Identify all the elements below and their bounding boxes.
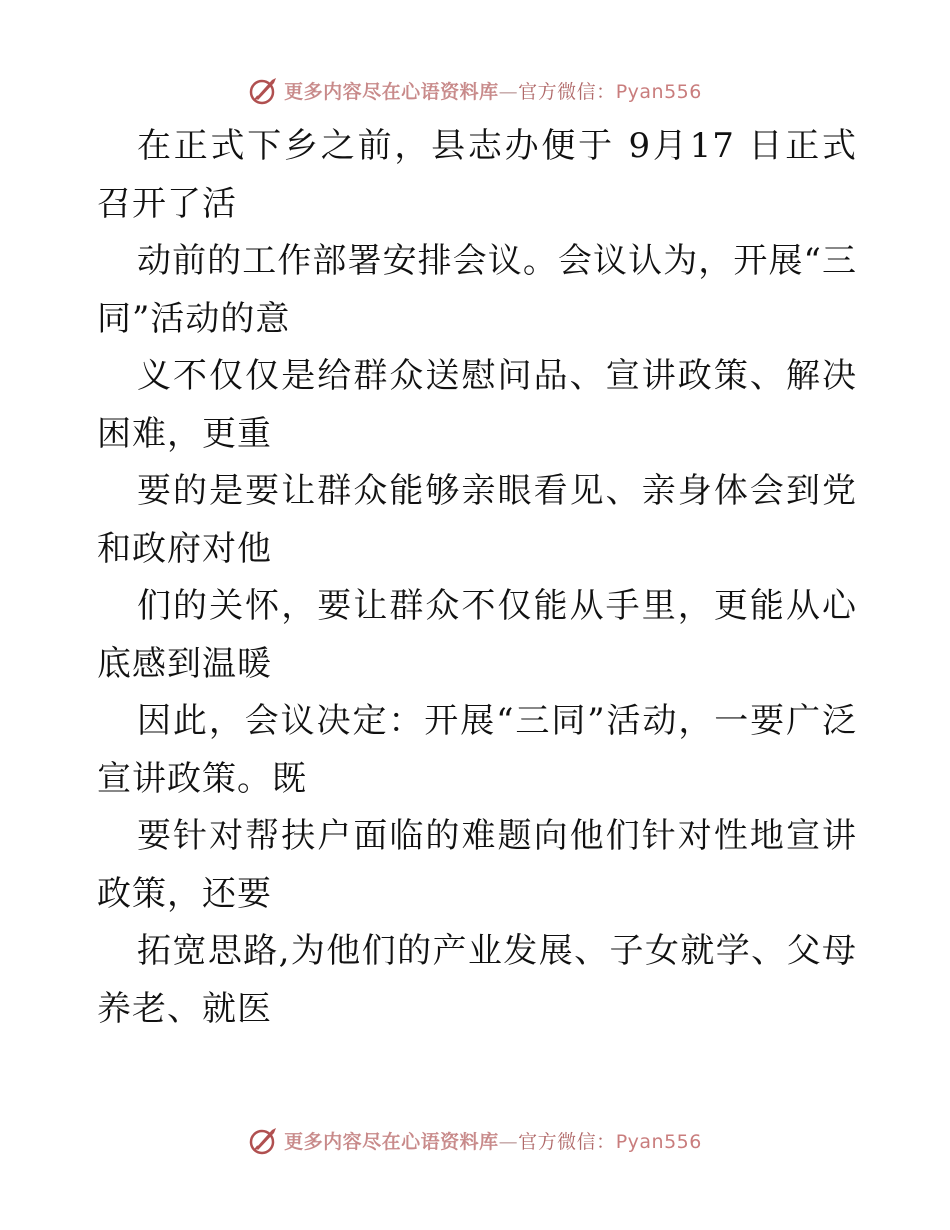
paragraph: 动前的工作部署安排会议。会议认为，开展“三同”活动的意 xyxy=(97,241,857,339)
paragraph: 在正式下乡之前，县志办便于 9月17 日正式召开了活 xyxy=(97,126,857,224)
watermark-separator: — xyxy=(498,1130,519,1153)
quill-pen-logo-icon xyxy=(248,74,280,106)
watermark-site: 更多内容尽在心语资料库 xyxy=(284,80,499,103)
quill-pen-logo-icon xyxy=(248,1124,280,1156)
paragraph: 因此，会议决定：开展“三同”活动，一要广泛宣讲政策。既 xyxy=(97,701,857,799)
paragraph: 拓宽思路,为他们的产业发展、子女就学、父母养老、就医 xyxy=(97,931,857,1029)
document-body xyxy=(97,118,857,1038)
watermark-text xyxy=(284,77,702,104)
paragraph: 义不仅仅是给群众送慰问品、宣讲政策、解决困难，更重 xyxy=(97,356,857,454)
watermark-wechat-label: 官方微信： xyxy=(518,1130,616,1153)
watermark-site: 更多内容尽在心语资料库 xyxy=(284,1130,499,1153)
paragraph: 要针对帮扶户面临的难题向他们针对性地宣讲政策，还要 xyxy=(97,816,857,914)
watermark-wechat-id: Pyan556 xyxy=(615,1130,702,1153)
watermark-separator: — xyxy=(498,80,519,103)
watermark-wechat-id: Pyan556 xyxy=(615,80,702,103)
footer-watermark-banner xyxy=(0,1120,950,1160)
header-watermark-banner xyxy=(0,70,950,110)
watermark-wechat-label: 官方微信： xyxy=(518,80,616,103)
watermark-text xyxy=(284,1127,702,1154)
paragraph: 要的是要让群众能够亲眼看见、亲身体会到党和政府对他 xyxy=(97,471,857,569)
paragraph: 们的关怀，要让群众不仅能从手里，更能从心底感到温暖 xyxy=(97,586,857,684)
